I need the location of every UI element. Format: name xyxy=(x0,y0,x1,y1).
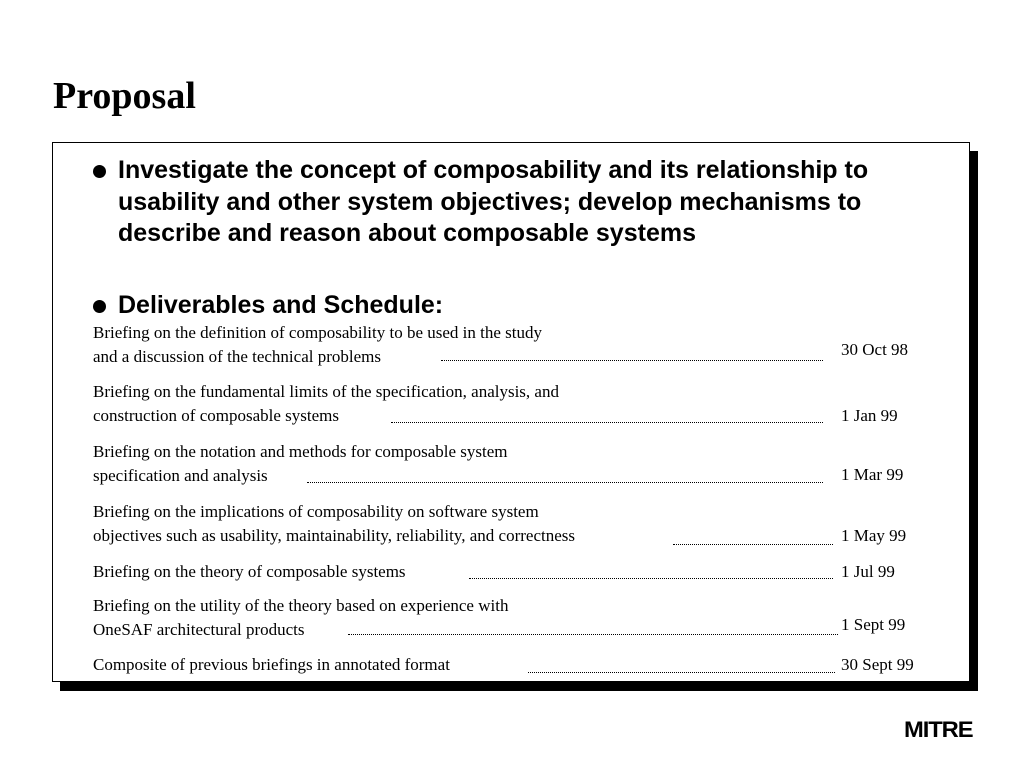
schedule-row xyxy=(93,594,906,642)
schedule-line: Briefing on the utility of the theory based on experience with xyxy=(93,596,509,615)
schedule-line: Briefing on the notation and methods for composable system xyxy=(93,442,508,461)
schedule-line: Briefing on the implications of composability on software system xyxy=(93,502,539,521)
schedule-line: construction of composable systems xyxy=(93,406,339,425)
dot-leader xyxy=(391,422,823,423)
schedule-row xyxy=(93,653,914,677)
dot-leader xyxy=(307,482,823,483)
dot-leader xyxy=(673,544,833,545)
schedule-row xyxy=(93,500,907,548)
schedule-date: 1 Sept 99 xyxy=(841,615,906,634)
schedule-line: Composite of previous briefings in annotated format xyxy=(93,655,450,674)
content-box xyxy=(52,142,970,682)
dot-leader xyxy=(441,360,823,361)
dot-leader xyxy=(348,634,838,635)
schedule-date: 1 May 99 xyxy=(841,526,907,545)
bullet-text: Deliverables and Schedule: xyxy=(118,291,444,319)
schedule-line: Briefing on the theory of composable systems xyxy=(93,562,406,581)
schedule-line: and a discussion of the technical problems xyxy=(93,347,381,366)
schedule-date: 1 Mar 99 xyxy=(841,465,904,484)
bullet-dot-icon xyxy=(93,300,106,313)
bullet-item-objective xyxy=(93,155,943,250)
dot-leader xyxy=(528,672,835,673)
schedule-line: OneSAF architectural products xyxy=(93,620,305,639)
schedule-row xyxy=(93,380,898,428)
schedule-line: objectives such as usability, maintainability, reliability, and correctness xyxy=(93,526,576,545)
schedule-row xyxy=(93,560,895,584)
schedule-date: 1 Jul 99 xyxy=(841,562,895,581)
schedule-row xyxy=(93,321,909,369)
schedule-row xyxy=(93,440,904,488)
schedule-date: 1 Jan 99 xyxy=(841,406,898,425)
bullet-text: Investigate the concept of composability and its relationship to usability and other system objectives; develop mechanisms to describe and reason about composable systems xyxy=(118,156,869,247)
mitre-logo: MITRE xyxy=(904,717,973,742)
schedule-date: 30 Sept 99 xyxy=(841,655,914,674)
bullet-dot-icon xyxy=(93,165,106,178)
page-title: Proposal xyxy=(53,75,196,117)
schedule-line: Briefing on the fundamental limits of the specification, analysis, and xyxy=(93,382,559,401)
schedule-date: 30 Oct 98 xyxy=(841,340,909,359)
schedule-line: specification and analysis xyxy=(93,466,268,485)
schedule-line: Briefing on the definition of composability to be used in the study xyxy=(93,323,543,342)
bullet-item-deliverables xyxy=(93,290,693,322)
dot-leader xyxy=(469,578,833,579)
